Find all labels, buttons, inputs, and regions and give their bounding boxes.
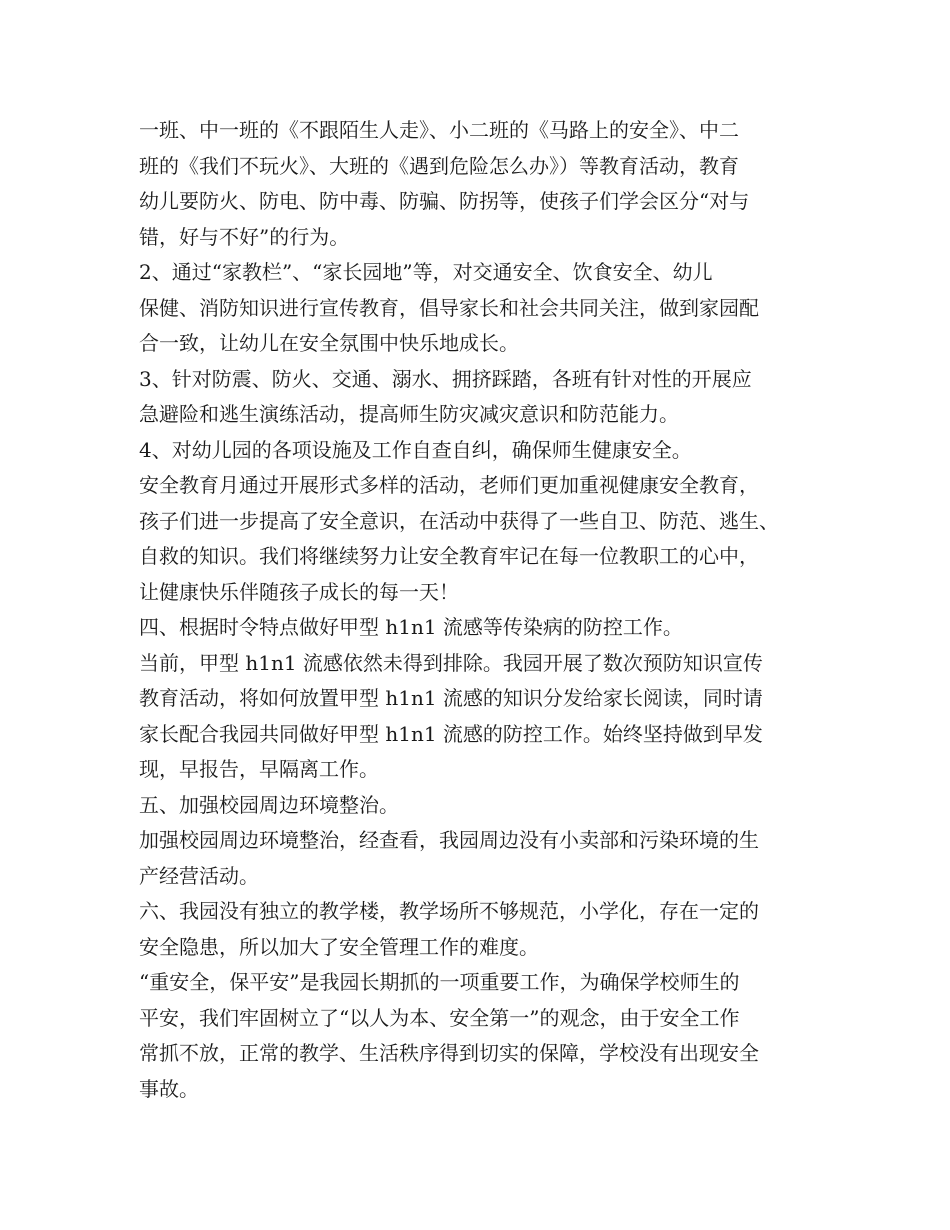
text-line: 让健康快乐伴随孩子成长的每一天！ <box>139 579 459 604</box>
text-line: 常抓不放，正常的教学、生活秩序得到切实的保障，学校没有出现安全 <box>139 1041 759 1065</box>
text-line: 事故。 <box>139 1076 199 1101</box>
text-line: 教育活动，将如何放置甲型 h1n1 流感的知识分发给家长阅读，同时请 <box>139 686 763 710</box>
document-body <box>139 113 839 1107</box>
text-line: 四、根据时令特点做好甲型 h1n1 流感等传染病的防控工作。 <box>139 615 683 639</box>
text-line: 班的《我们不玩火》、大班的《遇到危险怎么办》）等教育活动，教育 <box>139 153 739 178</box>
text-line: 合一致，让幼儿在安全氛围中快乐地成长。 <box>139 331 519 355</box>
text-line: 自救的知识。我们将继续努力让安全教育牢记在每一位教职工的心中， <box>139 544 759 568</box>
text-line: 急避险和逃生演练活动，提高师生防灾减灾意识和防范能力。 <box>139 402 679 426</box>
text-line: 孩子们进一步提高了安全意识，在活动中获得了一些自卫、防范、逃生、 <box>139 508 779 533</box>
text-line: 幼儿要防火、防电、防中毒、防骗、防拐等，使孩子们学会区分“对与 <box>139 189 750 213</box>
text-line: 安全隐患，所以加大了安全管理工作的难度。 <box>139 934 539 959</box>
text-line: 2、通过“家教栏”、“家长园地”等，对交通安全、饮食安全、幼儿 <box>139 260 713 284</box>
text-line: 当前，甲型 h1n1 流感依然未得到排除。我园开展了数次预防知识宣传 <box>139 650 763 675</box>
text-line: 4、对幼儿园的各项设施及工作自查自纠，确保师生健康安全。 <box>139 437 692 462</box>
text-line: “重安全，保平安”是我园长期抓的一项重要工作，为确保学校师生的 <box>139 970 740 994</box>
text-line: 现，早报告，早隔离工作。 <box>139 757 379 781</box>
text-line: 保健、消防知识进行宣传教育，倡导家长和社会共同关注，做到家园配 <box>139 295 759 320</box>
text-line: 错，好与不好”的行为。 <box>139 224 350 249</box>
text-line: 加强校园周边环境整治，经查看，我园周边没有小卖部和污染环境的生 <box>139 828 759 852</box>
text-line: 产经营活动。 <box>139 863 259 888</box>
text-line: 安全教育月通过开展形式多样的活动，老师们更加重视健康安全教育， <box>139 473 759 497</box>
text-line: 五、加强校园周边环境整治。 <box>139 792 399 817</box>
text-line: 家长配合我园共同做好甲型 h1n1 流感的防控工作。始终坚持做到早发 <box>139 721 763 746</box>
text-line: 六、我园没有独立的教学楼，教学场所不够规范，小学化，存在一定的 <box>139 899 759 923</box>
text-line: 一班、中一班的《不跟陌生人走》、小二班的《马路上的安全》、中二 <box>139 118 739 142</box>
text-line: 平安，我们牢固树立了“以人为本、安全第一”的观念，由于安全工作 <box>139 1005 740 1030</box>
text-line: 3、针对防震、防火、交通、溺水、拥挤踩踏，各班有针对性的开展应 <box>139 366 752 391</box>
